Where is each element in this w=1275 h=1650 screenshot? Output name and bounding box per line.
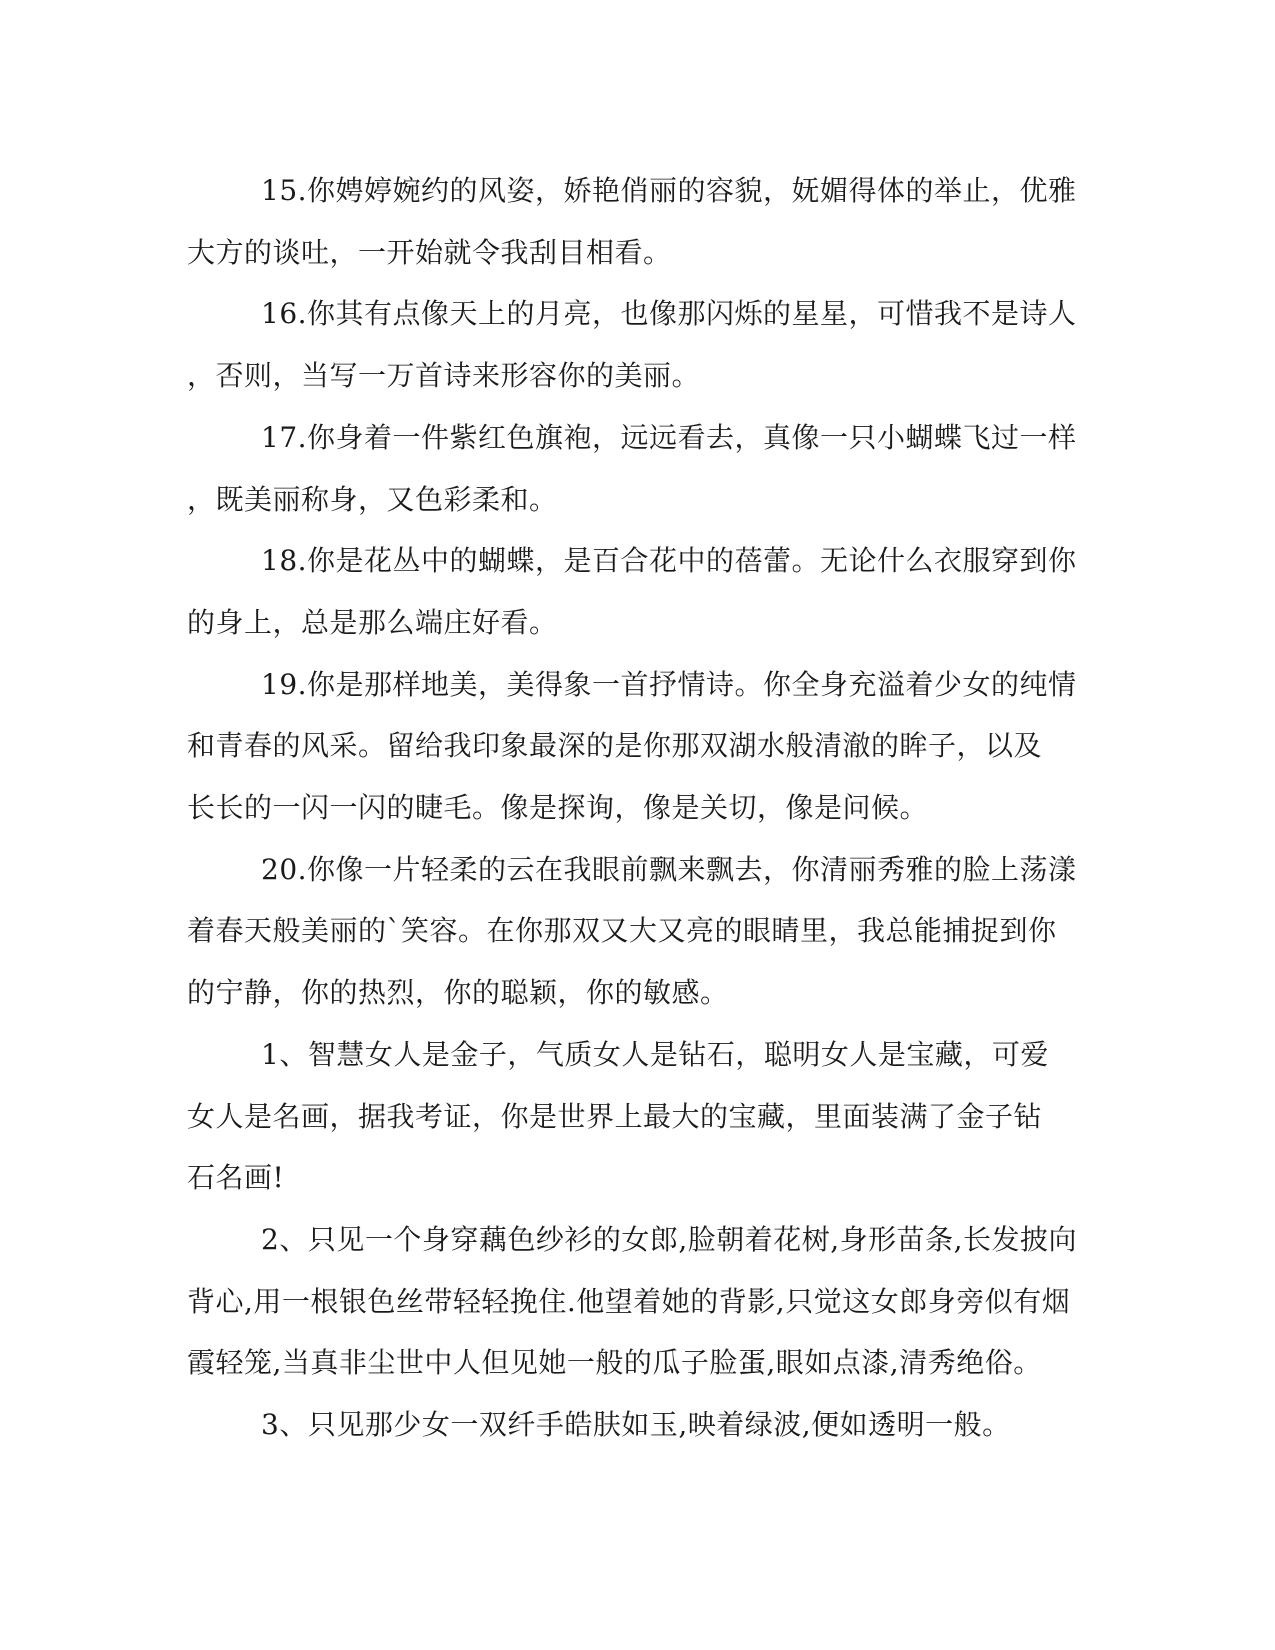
paragraph-15 [187, 160, 1092, 283]
paragraph-line: 3、只见那少女一双纤手皓肤如玉,映着绿波,便如透明一般。 [261, 1408, 1011, 1442]
paragraph-line: ，否则，当写一万首诗来形容你的美丽。 [187, 359, 701, 393]
paragraph-16 [187, 283, 1092, 406]
paragraph-line: 20.你像一片轻柔的云在我眼前飘来飘去，你清丽秀雅的脸上荡漾 [261, 852, 1077, 886]
paragraph-line: 17.你身着一件紫红色旗袍，远远看去，真像一只小蝴蝶飞过一样 [261, 420, 1077, 454]
paragraph-2 [187, 1209, 1092, 1394]
paragraph-line: 2、只见一个身穿藕色纱衫的女郎,脸朝着花树,身形苗条,长发披向 [261, 1222, 1078, 1256]
paragraph-line: 15.你娉婷婉约的风姿，娇艳俏丽的容貌，妩媚得体的举止，优雅 [261, 174, 1077, 207]
paragraph-20 [187, 839, 1092, 1024]
paragraph-line: 大方的谈吐，一开始就令我刮目相看。 [187, 235, 672, 269]
paragraph-3 [187, 1394, 1092, 1456]
paragraph-line: 1、智慧女人是金子，气质女人是钻石，聪明女人是宝藏，可爱 [261, 1037, 1049, 1071]
paragraph-line: 的身上，总是那么端庄好看。 [187, 605, 558, 639]
paragraph-line: 的宁静，你的热烈，你的聪颖，你的敏感。 [187, 976, 729, 1010]
paragraph-line: 女人是名画，据我考证，你是世界上最大的宝藏，里面装满了金子钻 [187, 1099, 1043, 1133]
paragraph-line: 着春天般美丽的`笑容。在你那双又大又亮的眼睛里，我总能捕捉到你 [187, 914, 1057, 948]
document-body [187, 160, 1092, 1456]
paragraph-line: 霞轻笼,当真非尘世中人但见她一般的瓜子脸蛋,眼如点漆,清秀绝俗。 [187, 1346, 1042, 1380]
paragraph-19 [187, 654, 1092, 839]
paragraph-line: 背心,用一根银色丝带轻轻挽住.他望着她的背影,只觉这女郎身旁似有烟 [187, 1284, 1071, 1318]
paragraph-line: ，既美丽称身，又色彩柔和。 [187, 482, 558, 516]
paragraph-18 [187, 530, 1092, 653]
paragraph-line: 和青春的风采。留给我印象最深的是你那双湖水般清澈的眸子，以及 [187, 729, 1043, 763]
paragraph-17 [187, 407, 1092, 530]
paragraph-1 [187, 1024, 1092, 1209]
paragraph-line: 长长的一闪一闪的睫毛。像是探询，像是关切，像是问候。 [187, 791, 929, 825]
paragraph-line: 18.你是花丛中的蝴蝶，是百合花中的蓓蕾。无论什么衣服穿到你 [261, 544, 1077, 578]
paragraph-line: 石名画! [187, 1161, 285, 1195]
paragraph-line: 19.你是那样地美，美得象一首抒情诗。你全身充溢着少女的纯情 [261, 667, 1077, 701]
paragraph-line: 16.你其有点像天上的月亮，也像那闪烁的星星，可惜我不是诗人 [261, 297, 1077, 331]
